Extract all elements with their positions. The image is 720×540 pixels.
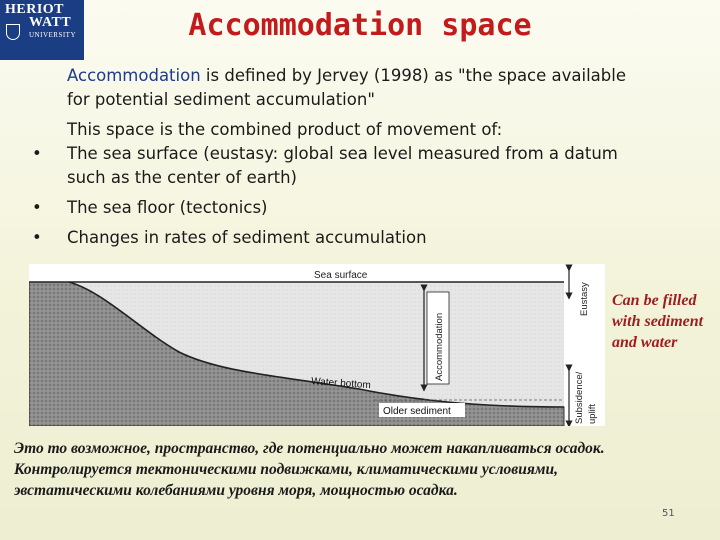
heriot-watt-logo: [0, 0, 84, 60]
russian-line-2: Контролируется тектоническими подвижками, климатическими условиями,: [14, 461, 558, 478]
bullet-text: The sea surface (eustasy: global sea level measured from a datum: [67, 144, 618, 163]
bullet-sea-floor: [22, 196, 712, 220]
page-number: 51: [662, 508, 675, 519]
accommodation-label: Accommodation: [434, 312, 445, 381]
side-note: [612, 290, 720, 353]
bullet-marker: •: [32, 144, 42, 163]
subsidence-label: Subsidence/: [574, 371, 585, 424]
logo-line-3: UNIVERSITY: [29, 31, 76, 39]
side-note-line-1: Can be filled: [612, 292, 697, 309]
bullet-sea-surface: [22, 142, 712, 166]
side-note-line-3: and water: [612, 334, 678, 351]
bullet-sea-surface-cont: such as the center of earth): [67, 168, 297, 187]
definition-text: [22, 64, 712, 88]
sea-surface-label: Sea surface: [314, 270, 368, 281]
slide-body: [22, 64, 712, 250]
water-bottom-label: Water bottom: [310, 376, 372, 392]
bullet-text: Changes in rates of sediment accumulation: [67, 228, 427, 247]
russian-line-3: эвстатическими колебаниями уровня моря, мощностью осадка.: [14, 482, 458, 499]
side-note-line-2: with sediment: [612, 313, 704, 330]
russian-line-1: Это то возможное, пространство, где потенциально может накапливаться осадок.: [14, 440, 605, 457]
logo-line-2: WATT: [29, 15, 72, 30]
slide-title: Accommodation space: [188, 8, 532, 43]
bullet-text: The sea floor (tectonics): [67, 198, 268, 217]
bullet-marker: •: [32, 228, 42, 247]
older-sediment-label: Older sediment: [383, 406, 451, 417]
bullet-marker: •: [32, 198, 42, 217]
russian-summary: [14, 438, 720, 501]
definition-text-cont: for potential sediment accumulation": [67, 90, 375, 109]
crest-icon: [6, 24, 20, 40]
logo-line-1: HERIOT: [5, 2, 65, 17]
uplift-label: uplift: [587, 403, 598, 424]
bullet-sediment-rates: [22, 226, 712, 250]
definition-rest: is defined by Jervey (1998) as "the space available: [200, 66, 626, 85]
intro-text: This space is the combined product of movement of:: [67, 120, 503, 139]
definition-keyword: Accommodation: [67, 66, 201, 85]
eustasy-label: Eustasy: [579, 282, 590, 316]
accommodation-diagram: [29, 264, 605, 426]
